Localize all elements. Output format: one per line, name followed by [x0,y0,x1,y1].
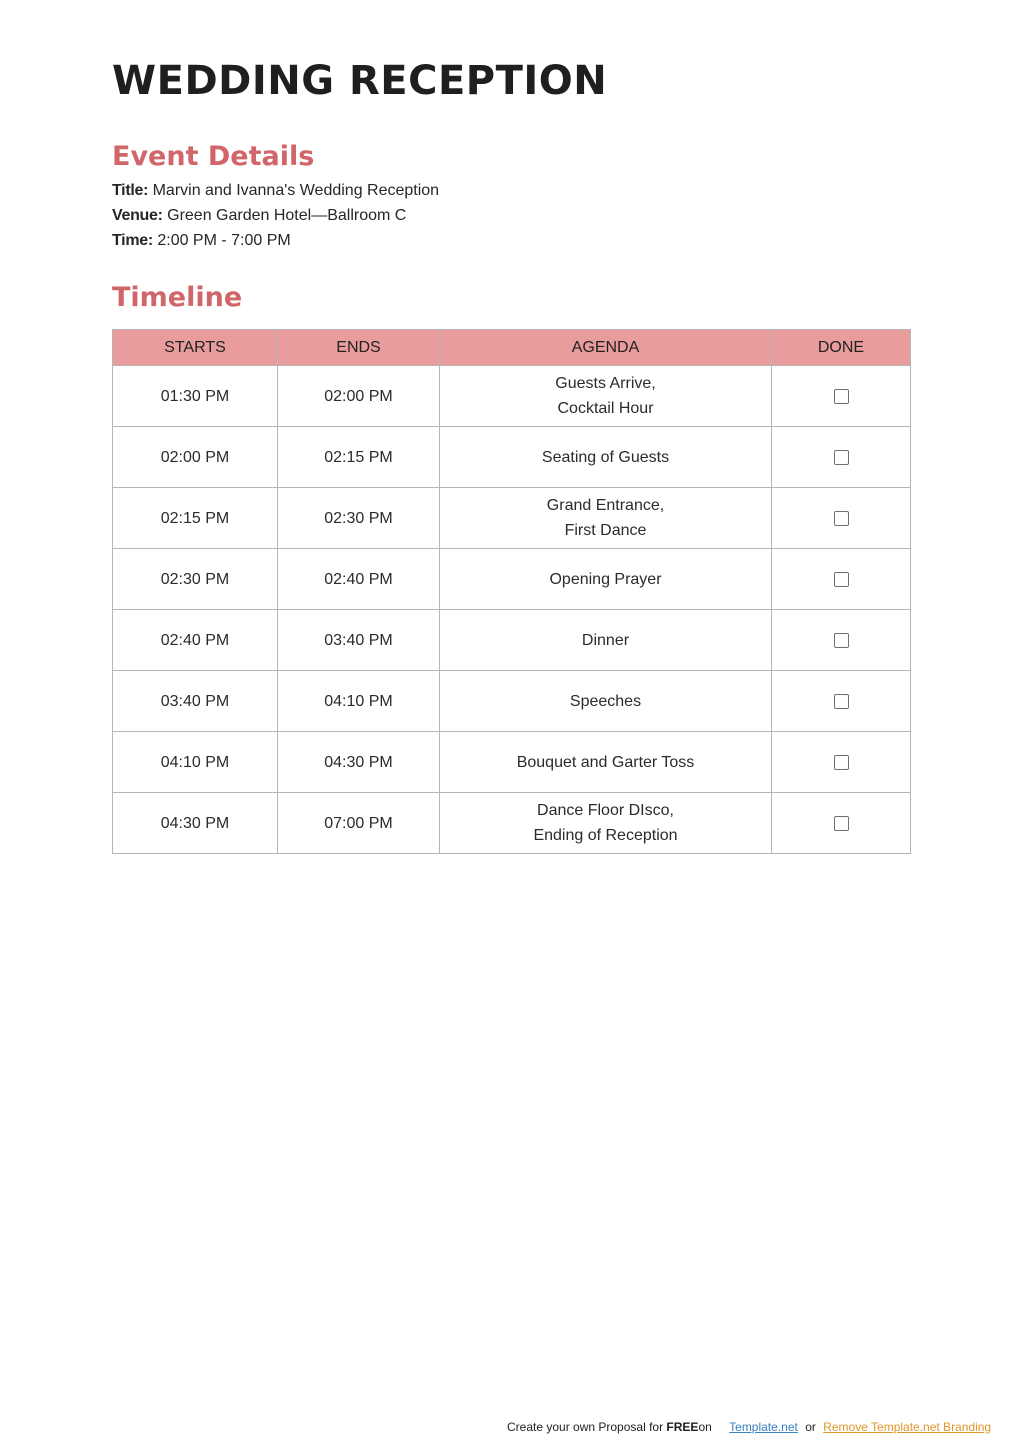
cell-agenda [440,793,772,854]
agenda-line: Dinner [581,631,630,649]
agenda-line: Speeches [569,692,642,710]
agenda-line: Ending of Reception [533,827,678,844]
detail-label: Time: [112,232,153,249]
agenda-line: Guests Arrive, [555,375,656,392]
done-checkbox[interactable] [834,633,849,648]
agenda-line: Grand Entrance, [546,497,665,514]
column-header-done: DONE [772,330,911,366]
document-title: WEDDING RECEPTION [112,58,608,104]
table-header-row [113,330,911,366]
cell-agenda [440,366,772,427]
timeline-body [113,366,911,854]
cell-done [772,671,911,732]
cell-done [772,732,911,793]
cell-agenda [440,610,772,671]
detail-label: Title: [112,182,149,199]
table-row [113,793,911,854]
cell-starts: 02:15 PM [113,488,278,549]
table-row [113,610,911,671]
footer-on: on [698,1420,712,1434]
table-row [113,732,911,793]
done-checkbox[interactable] [834,755,849,770]
cell-starts: 04:30 PM [113,793,278,854]
footer-text: Create your own Proposal for [507,1420,667,1434]
agenda-line: Cocktail Hour [557,400,654,417]
cell-ends: 07:00 PM [278,793,440,854]
table-row [113,549,911,610]
cell-ends: 02:15 PM [278,427,440,488]
cell-done [772,793,911,854]
cell-done [772,366,911,427]
cell-starts: 02:00 PM [113,427,278,488]
cell-ends: 02:00 PM [278,366,440,427]
table-row [113,671,911,732]
cell-starts: 02:40 PM [113,610,278,671]
footer-free: FREE [666,1420,699,1434]
done-checkbox[interactable] [834,572,849,587]
cell-agenda [440,732,772,793]
cell-agenda [440,549,772,610]
done-checkbox[interactable] [834,389,849,404]
cell-ends: 02:40 PM [278,549,440,610]
cell-ends: 04:10 PM [278,671,440,732]
cell-done [772,610,911,671]
cell-agenda [440,671,772,732]
agenda-line: Seating of Guests [541,448,670,466]
detail-time [112,228,439,253]
timeline-heading: Timeline [112,282,243,313]
table-row [113,427,911,488]
cell-ends: 04:30 PM [278,732,440,793]
column-header-starts: STARTS [113,330,278,366]
cell-ends: 02:30 PM [278,488,440,549]
detail-venue [112,203,439,228]
cell-starts: 02:30 PM [113,549,278,610]
done-checkbox[interactable] [834,511,849,526]
table-row [113,488,911,549]
detail-title [112,178,439,203]
template-net-link[interactable]: Template.net [729,1420,798,1434]
timeline-table [112,329,911,854]
agenda-line: Bouquet and Garter Toss [516,753,695,771]
done-checkbox[interactable] [834,694,849,709]
remove-branding-link[interactable]: Remove Template.net Branding [823,1420,992,1434]
agenda-line: Opening Prayer [549,570,662,588]
cell-starts: 04:10 PM [113,732,278,793]
event-details [112,178,439,253]
cell-done [772,427,911,488]
detail-value: Marvin and Ivanna's Wedding Reception [152,182,440,199]
cell-ends: 03:40 PM [278,610,440,671]
cell-done [772,488,911,549]
done-checkbox[interactable] [834,816,849,831]
detail-label: Venue: [112,207,163,224]
cell-agenda [440,488,772,549]
agenda-line: First Dance [564,522,647,539]
done-checkbox[interactable] [834,450,849,465]
cell-agenda [440,427,772,488]
detail-value: Green Garden Hotel—Ballroom C [167,207,407,224]
column-header-ends: ENDS [278,330,440,366]
event-details-heading: Event Details [112,141,315,172]
column-header-agenda: AGENDA [440,330,772,366]
detail-value: 2:00 PM - 7:00 PM [157,232,291,249]
table-row [113,366,911,427]
footer-or: or [805,1420,816,1434]
cell-done [772,549,911,610]
cell-starts: 01:30 PM [113,366,278,427]
agenda-line: Dance Floor DIsco, [537,802,674,819]
branding-footer [507,1419,991,1435]
cell-starts: 03:40 PM [113,671,278,732]
